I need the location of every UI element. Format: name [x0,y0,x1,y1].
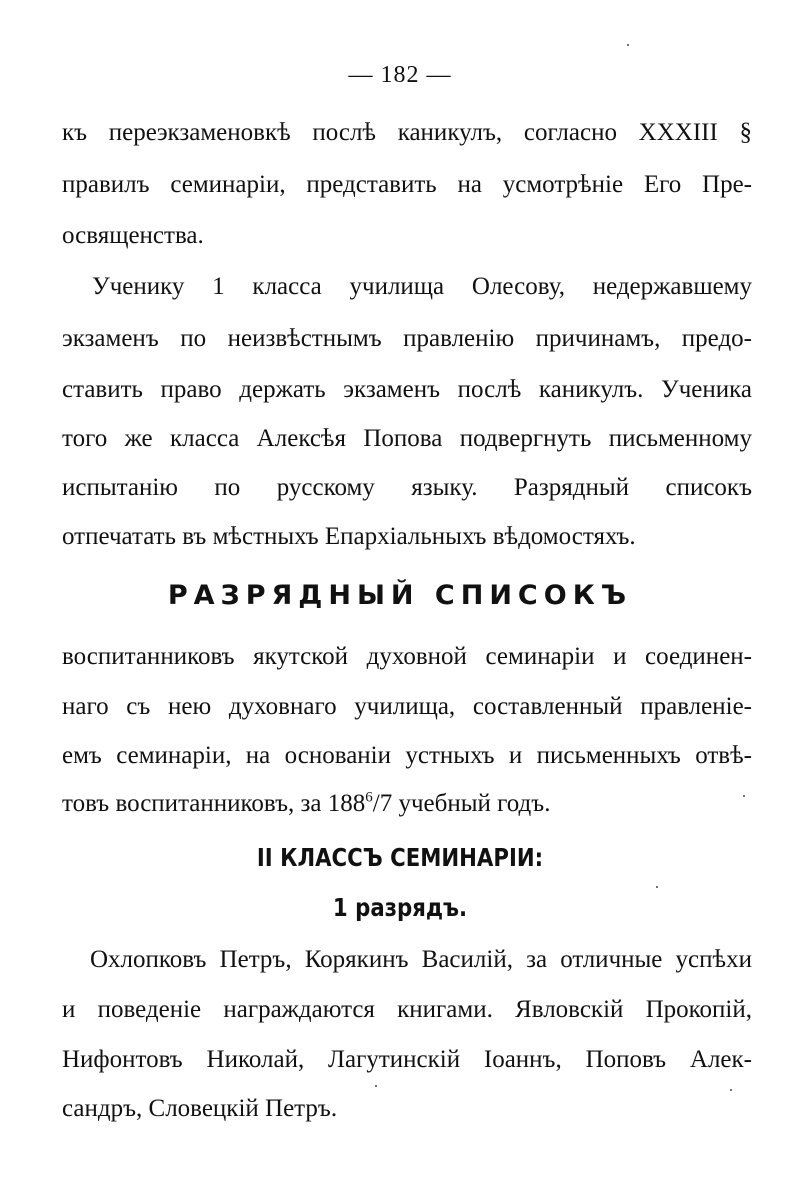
paragraph3-line-1: воспитанниковъ якутской духовной семинаріи и соединен- [62,643,752,670]
print-speck [656,886,658,888]
paragraph3-line-2: наго съ нею духовнаго училища, составленный правленіе- [62,693,752,720]
section-heading: РАЗРЯДНЫЙ СПИСОКЪ [167,580,633,611]
page-number: — 182 — [348,62,452,88]
year-superscript: 6 [365,789,373,806]
paragraph4-line-3: Нифонтовъ Николай, Лагутинскій Іоаннъ, Поповъ Алек- [62,1046,752,1073]
print-speck [730,1089,732,1091]
paragraph4-line-4: сандръ, Словецкій Петръ. [62,1095,338,1122]
paragraph4-line-2: и поведеніе награждаются книгами. Явловскій Прокопій, [62,996,752,1023]
paragraph2-line-6: отпечатать въ мѣстныхъ Епархіальныхъ вѣдомостяхъ. [62,523,636,550]
rank-heading: 1 разрядъ. [332,893,468,922]
print-speck [375,1085,377,1087]
print-speck [627,44,629,46]
paragraph3-line-4 [62,789,752,819]
paragraph2-line-4: того же класса Алексѣя Попова подвергнуть письменному [62,425,752,452]
paragraph3-line-4-text: товъ воспитанниковъ, за 188 [62,790,366,817]
paragraph2-line-5: испытанію по русскому языку. Разрядный списокъ [62,474,752,501]
paragraph2-line-2: экзаменъ по неизвѣстнымъ правленію причинамъ, предо- [62,325,752,352]
paragraph1-line-1: къ переэкзаменовкѣ послѣ каникулъ, согласно XXXIII § [62,119,752,146]
print-speck [743,795,745,797]
paragraph1-line-2: правилъ семинаріи, представить на усмотрѣніе Его Пре- [62,171,752,198]
paragraph3-line-3: емъ семинаріи, на основаніи устныхъ и письменныхъ отвѣ- [62,742,752,769]
paragraph3-line-4-end: /7 учебный годъ. [372,790,551,817]
paragraph2-line-3: ставить право держать экзаменъ послѣ каникулъ. Ученика [62,376,752,403]
class-heading: II КЛАССЪ СЕМИНАРІИ: [256,843,544,872]
paragraph1-line-3: освященства. [62,222,204,249]
paragraph4-line-1: Охлопковъ Петръ, Корякинъ Василій, за отличные успѣхи [90,946,752,973]
paragraph2-line-1: Ученику 1 класса училища Олесову, недержавшему [92,273,752,300]
